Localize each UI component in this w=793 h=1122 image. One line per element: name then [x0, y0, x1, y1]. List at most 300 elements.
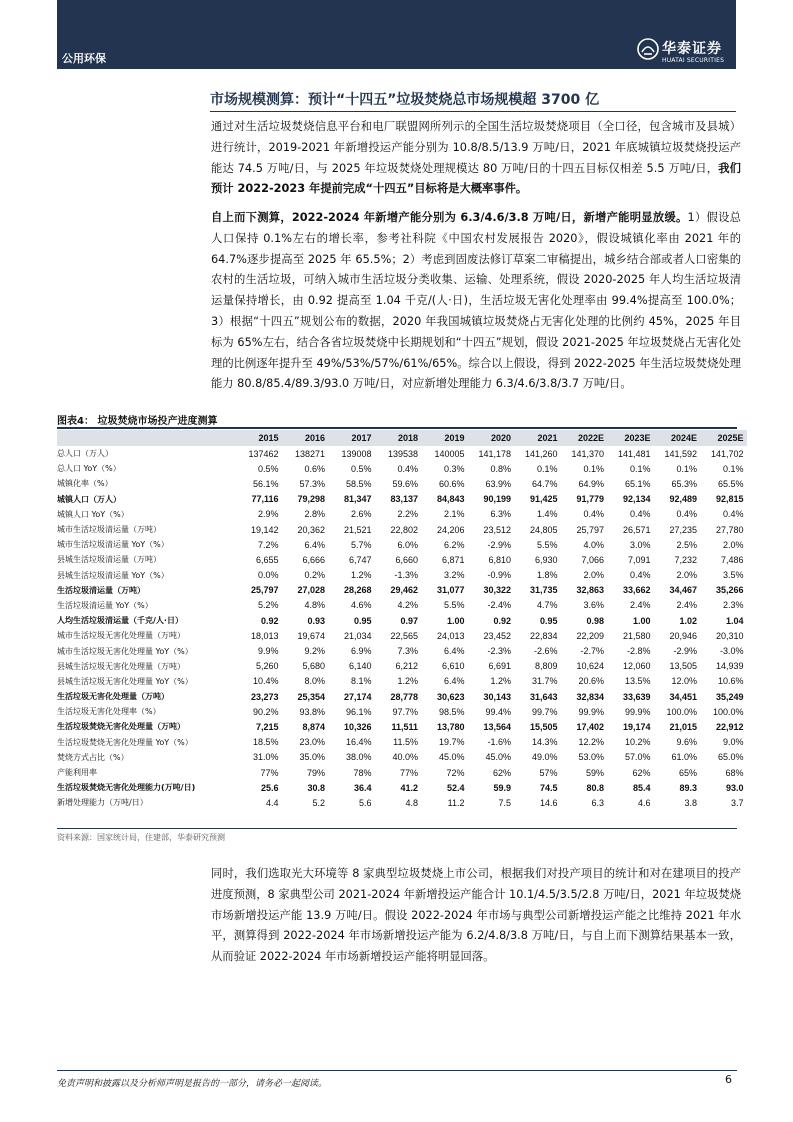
- table-cell: 60.6%: [438, 478, 465, 489]
- table-header-cell: 2024E: [654, 430, 701, 446]
- table-cell: 7.2%: [257, 539, 279, 550]
- table-cell: 6.4%: [304, 539, 325, 550]
- figure-title: 图表4： 垃圾焚烧市场投产进度测算: [57, 416, 218, 427]
- table-cell: 10,326: [343, 721, 372, 732]
- table-cell: 7,486: [720, 554, 744, 565]
- table-cell: 74.5: [539, 782, 558, 793]
- table-cell: 98.5%: [438, 706, 465, 717]
- table-cell: 1.04: [725, 615, 744, 626]
- row-label: 产能利用率: [57, 768, 97, 778]
- paragraph-3: 同时，我们选取光大环境等 8 家典型垃圾焚烧上市公司，根据我们对投产项目的统计和对在建项目的投产进度预测，8 家典型公司 2021-2024 年新增投运产能合计 10.1/4.5/3.5/2.8 万吨/日，2021 年垃圾焚烧市场新增投运产能 13.9 万吨/日。假设 2022-2024 年市场与典型公司新增投运产能之比维持 2021 年水平，测算得到 2022-2024 年市场新增投运产能为 6.2/4.8/3.8 万吨/日，与自上而下测算结果基本一致，从而验证 2022-2024 年市场新增投运产能将明显回落。: [211, 867, 741, 964]
- table-cell: 58.5%: [345, 478, 372, 489]
- table-bottom-rule: [57, 828, 737, 829]
- table-cell: 0.4%: [722, 509, 744, 520]
- table-cell: -0.9%: [487, 570, 511, 581]
- table-cell: 7,091: [627, 554, 651, 565]
- table-cell: 28,778: [390, 691, 418, 702]
- paragraph-2: [211, 208, 741, 395]
- table-row: [57, 446, 747, 461]
- table-cell: 5,260: [255, 661, 279, 672]
- table-cell: 2.2%: [397, 509, 418, 520]
- table-cell: -2.9%: [673, 646, 697, 657]
- row-label: 城市生活垃圾无害化处理量（万吨）: [57, 631, 185, 641]
- table-cell: 0.8%: [490, 463, 511, 474]
- row-label: 县城生活垃圾清运量（万吨）: [57, 555, 161, 565]
- table-cell: 0.2%: [304, 570, 325, 581]
- table-cell: 11,511: [391, 721, 418, 732]
- table-cell: 21,015: [669, 721, 697, 732]
- table-cell: 12.0%: [671, 676, 697, 687]
- table-cell: 9.9%: [257, 646, 279, 657]
- table-cell: 4.8: [405, 797, 418, 808]
- table-cell: 14,939: [715, 661, 744, 672]
- table-cell: 31.7%: [531, 676, 558, 687]
- table-cell: 0.95: [353, 615, 372, 626]
- row-label: 城市生活垃圾无害化处理量 YoY（%）: [57, 646, 193, 656]
- paragraph-1: [211, 117, 741, 200]
- table-cell: 0.6%: [304, 463, 325, 474]
- table-cell: 91,425: [529, 494, 558, 505]
- title-divider: [210, 111, 736, 112]
- table-cell: 53.0%: [578, 752, 604, 763]
- table-cell: 0.1%: [536, 463, 558, 474]
- row-label: 人均生活垃圾清运量（千克/人·日）: [57, 616, 183, 626]
- table-cell: 27,235: [669, 524, 697, 535]
- table-cell: 0.92: [493, 615, 511, 626]
- table-cell: 13,780: [436, 721, 465, 732]
- table-cell: 3.2%: [443, 570, 465, 581]
- table-cell: 11.5%: [393, 737, 418, 748]
- table-cell: 0.97: [400, 615, 418, 626]
- table-cell: 0.95: [539, 615, 558, 626]
- table-cell: 23.0%: [299, 737, 325, 748]
- table-cell: 45.0%: [485, 752, 511, 763]
- table-row: [57, 643, 747, 658]
- table-header-cell: 2023E: [607, 430, 654, 446]
- table-cell: 6,810: [488, 554, 511, 565]
- table-cell: 32,863: [576, 585, 604, 596]
- row-label: 焚烧方式占比（%）: [57, 752, 129, 762]
- table-cell: 31.0%: [252, 752, 279, 763]
- table-row: [57, 750, 747, 765]
- table-cell: 0.1%: [676, 463, 697, 474]
- table-cell: 93.8%: [299, 706, 325, 717]
- table-cell: 92,489: [669, 494, 697, 505]
- table-cell: 26,571: [622, 524, 651, 535]
- table-cell: 4.0%: [583, 539, 604, 550]
- table-cell: 25.6: [260, 782, 279, 793]
- table-row: [57, 492, 747, 507]
- header-band: [57, 0, 736, 69]
- table-cell: 7,215: [255, 721, 279, 732]
- table-cell: 64.7%: [531, 478, 558, 489]
- table-cell: 137462: [248, 448, 279, 459]
- table-cell: 0.4%: [397, 463, 418, 474]
- table-cell: 25,797: [576, 524, 604, 535]
- table-cell: 6,660: [395, 554, 418, 565]
- table-cell: 3.5%: [722, 570, 744, 581]
- table-cell: 1.00: [446, 615, 465, 626]
- table-cell: 16.4%: [345, 737, 372, 748]
- table-cell: 34,451: [669, 691, 697, 702]
- row-label: 城镇人口 YoY（%）: [57, 509, 129, 519]
- table-cell: -3.0%: [719, 646, 744, 657]
- table-cell: 6,666: [302, 554, 325, 565]
- table-cell: 141,260: [524, 448, 558, 459]
- table-cell: 49.0%: [531, 752, 558, 763]
- table-cell: 0.4%: [583, 509, 604, 520]
- paragraph-2-text: 1）假设总人口保持 0.1%左右的增长率，参考社科院《中国农村发展报告 2020》，假设城镇化率由 2021 年的 64.7%逐步提高至 2025 年 65.5%；2）考虑到固废法修订草案二审稿提出，城乡结合部或者人口密集的农村的生活垃圾，可纳入城市生活垃圾分类收集、运输、处理系统，假设 2020-2025 年人均生活垃圾清运量保持增长，由 0.92 提高至 1.04 千克/(人·日)，生活垃圾无害化处理率由 99.4%提高至 100.0%；3）根据“十四五”规划公布的数据，2020 年我国城镇垃圾焚烧占无害化处理的比例约 45%，2025 年目标为 65%左右，结合各省垃圾焚烧中长期规划和“十四五”规划，假设 2021-2025 年垃圾焚烧占无害化处理的比例逐年提升至 49%/53%/57%/61%/65%。综合以上假设，得到 2022-2025 年生活垃圾焚烧处理能力 80.8/85.4/89.3/93.0 万吨/日，对应新增处理能力 6.3/4.6/3.8/3.7 万吨/日。: [211, 211, 741, 391]
- table-cell: 1.2%: [397, 676, 418, 687]
- table-cell: 30,623: [436, 691, 465, 702]
- figure-divider: [57, 427, 737, 429]
- table-row: [57, 552, 747, 567]
- table-cell: 57.0%: [624, 752, 651, 763]
- table-cell: 84,843: [436, 494, 465, 505]
- table-cell: 6.2%: [443, 539, 465, 550]
- table-cell: 33,662: [622, 585, 651, 596]
- table-cell: 15,505: [529, 721, 558, 732]
- table-cell: 81,347: [343, 494, 372, 505]
- table-row: [57, 765, 747, 780]
- row-label: 城市生活垃圾清运量 YoY（%）: [57, 540, 169, 550]
- table-cell: 23,512: [483, 524, 511, 535]
- logo-text-en: HUATAI SECURITIES: [662, 57, 725, 64]
- table-row: [57, 568, 747, 583]
- table-cell: 0.1%: [722, 463, 744, 474]
- table-cell: 64.9%: [578, 478, 604, 489]
- table-cell: 65.3%: [671, 478, 697, 489]
- table-cell: 52.4: [446, 782, 465, 793]
- table-row: [57, 674, 747, 689]
- table-cell: 3.8: [684, 797, 697, 808]
- table-cell: 23,273: [250, 691, 279, 702]
- table-cell: 0.3%: [443, 463, 465, 474]
- table-cell: 24,206: [436, 524, 465, 535]
- page-number: 6: [725, 1073, 732, 1086]
- table-cell: 5.2%: [257, 600, 279, 611]
- brand-logo: [637, 38, 733, 66]
- table-cell: 11.2: [447, 797, 465, 808]
- table-cell: 80.8: [586, 782, 604, 793]
- table-header-cell: 2016: [282, 430, 329, 446]
- table-cell: 22,209: [576, 630, 604, 641]
- table-cell: 138271: [294, 448, 325, 459]
- table-header-cell: 2020: [468, 430, 515, 446]
- table-cell: 31,643: [529, 691, 558, 702]
- table-cell: 6.4%: [443, 676, 465, 687]
- table-cell: 22,834: [529, 630, 558, 641]
- table-cell: 2.8%: [304, 509, 325, 520]
- table-cell: 3.6%: [583, 600, 604, 611]
- table-cell: 100.0%: [666, 706, 697, 717]
- table-cell: 2.3%: [722, 600, 744, 611]
- table-cell: 12,060: [622, 661, 651, 672]
- table-body: [57, 446, 747, 811]
- table-cell: 23,452: [483, 630, 511, 641]
- logo-text-cn: 华泰证券: [662, 41, 722, 57]
- table-cell: 19.7%: [438, 737, 465, 748]
- footer-disclaimer: 免责声明和披露以及分析师声明是报告的一部分，请务必一起阅读。: [57, 1079, 328, 1089]
- table-cell: 99.4%: [485, 706, 511, 717]
- table-cell: 28,268: [343, 585, 372, 596]
- table-cell: 99.9%: [624, 706, 651, 717]
- table-cell: 79,298: [297, 494, 325, 505]
- footer-divider: [57, 1070, 737, 1071]
- table-cell: 78%: [353, 767, 372, 778]
- table-cell: 30,322: [483, 585, 511, 596]
- row-label: 生活垃圾无害化处理量（万吨）: [57, 692, 169, 702]
- table-row: [57, 507, 747, 522]
- table-row: [57, 719, 747, 734]
- table-cell: 24,013: [436, 630, 465, 641]
- table-header-cell: 2022E: [561, 430, 608, 446]
- row-label: 生活垃圾焚烧无害化处理量（万吨）: [57, 722, 185, 732]
- table-cell: 0.5%: [350, 463, 372, 474]
- table-cell: 6,747: [348, 554, 372, 565]
- table-cell: 57.3%: [299, 478, 325, 489]
- table-cell: 6.3: [591, 797, 604, 808]
- table-cell: 20,362: [297, 524, 325, 535]
- table-cell: 2.9%: [257, 509, 279, 520]
- table-cell: 1.00: [632, 615, 651, 626]
- table-cell: 25,354: [297, 691, 325, 702]
- table-cell: 27,174: [343, 691, 372, 702]
- row-label: 总人口（万人）: [57, 449, 113, 459]
- table-cell: 7,232: [674, 554, 697, 565]
- table-cell: 3.7: [730, 797, 744, 808]
- table-cell: 34,467: [669, 585, 697, 596]
- table-cell: 6.0%: [397, 539, 418, 550]
- row-label: 生活垃圾焚烧无害化处理能力(万吨/日): [57, 783, 196, 793]
- table-cell: 100.0%: [712, 706, 744, 717]
- table-cell: 10.6%: [717, 676, 744, 687]
- table-cell: 59.6%: [392, 478, 418, 489]
- table-cell: 32,834: [576, 691, 604, 702]
- table-cell: 33,639: [622, 691, 651, 702]
- table-cell: 0.4%: [629, 570, 651, 581]
- table-cell: -2.6%: [533, 646, 558, 657]
- table-cell: 90,199: [483, 494, 511, 505]
- table-cell: 36.4: [353, 782, 372, 793]
- table-cell: 1.2%: [350, 570, 372, 581]
- table-cell: -2.9%: [487, 539, 511, 550]
- table-cell: 7.5: [498, 797, 511, 808]
- table-header-cell: 2021: [514, 430, 561, 446]
- table-cell: 9.0%: [722, 737, 744, 748]
- table-cell: 0.98: [586, 615, 604, 626]
- paragraph-1-bold: 我们预计 2022-2023 年提前完成“十四五”目标将是大概率事件。: [211, 161, 741, 196]
- table-cell: 19,174: [622, 721, 651, 732]
- table-cell: 10.4%: [252, 676, 279, 687]
- table-cell: 56.1%: [252, 478, 279, 489]
- table-cell: 22,912: [715, 721, 744, 732]
- table-cell: 77,116: [251, 494, 279, 505]
- table-cell: 83,137: [390, 494, 418, 505]
- table-cell: -1.6%: [487, 737, 511, 748]
- table-cell: 6,212: [395, 661, 418, 672]
- table-cell: 6,930: [534, 554, 558, 565]
- paragraph-2-bold: 自上而下测算，2022-2024 年新增产能分别为 6.3/4.6/3.8 万吨/日，新增产能明显放缓。: [211, 211, 688, 224]
- logo-mark-icon: [637, 38, 659, 60]
- table-cell: 141,370: [571, 448, 604, 459]
- table-cell: 4.6%: [350, 600, 372, 611]
- table-row: [57, 628, 747, 643]
- table-cell: 97.7%: [392, 706, 418, 717]
- table-cell: 62%: [632, 767, 651, 778]
- table-cell: 9.6%: [676, 737, 697, 748]
- table-cell: 8,874: [302, 721, 325, 732]
- table-cell: -2.7%: [580, 646, 604, 657]
- table-cell: 10,624: [576, 661, 604, 672]
- table-row: [57, 461, 747, 476]
- table-cell: 79%: [306, 767, 325, 778]
- table-cell: 7.3%: [397, 646, 418, 657]
- table-cell: 5,680: [302, 661, 325, 672]
- table-cell: 20,946: [669, 630, 697, 641]
- table-header-cell: 2015: [235, 430, 282, 446]
- table-cell: 8.1%: [350, 676, 372, 687]
- table-cell: 6.3%: [490, 509, 511, 520]
- table-cell: 13.5%: [624, 676, 651, 687]
- table-cell: 4.2%: [397, 600, 418, 611]
- table-cell: 139008: [341, 448, 372, 459]
- table-cell: 63.9%: [485, 478, 511, 489]
- table-cell: 92,134: [622, 494, 651, 505]
- table-cell: 0.1%: [583, 463, 604, 474]
- paragraph-1-text: 通过对生活垃圾焚烧信息平台和电厂联盟网所列示的全国生活垃圾焚烧项目（全口径，包含城市及县城）进行统计，2019-2021 年新增投运产能分别为 10.8/8.5/13.9 万吨/日，2021 年底城镇垃圾焚烧投运产能达 74.5 万吨/日，与 2025 年垃圾焚烧处理规模达 80 万吨/日的十四五目标仅相差 5.5 万吨/日，: [211, 120, 741, 175]
- table-cell: 4.7%: [536, 600, 558, 611]
- table-cell: 40.0%: [392, 752, 418, 763]
- table-cell: -2.8%: [626, 646, 651, 657]
- table-cell: 31,077: [436, 585, 465, 596]
- table-cell: 99.9%: [578, 706, 604, 717]
- row-label: 生活垃圾清运量（万吨）: [57, 585, 145, 595]
- table-cell: 1.8%: [536, 570, 558, 581]
- table-cell: -2.3%: [487, 646, 511, 657]
- row-label: 县城生活垃圾清运量 YoY（%）: [57, 570, 169, 580]
- table-header-cell: 2019: [421, 430, 468, 446]
- table-header-label: [57, 430, 235, 446]
- table-cell: 10.2%: [624, 737, 651, 748]
- table-cell: 65.0%: [717, 752, 744, 763]
- row-label: 县城生活垃圾无害化处理量（万吨）: [57, 661, 185, 671]
- table-cell: 90.2%: [252, 706, 279, 717]
- table-cell: -1.3%: [394, 570, 418, 581]
- table-cell: 5.7%: [350, 539, 372, 550]
- table-cell: 19,142: [250, 524, 279, 535]
- table-cell: 14.6: [539, 797, 558, 808]
- table-row: [57, 583, 747, 598]
- table-cell: 2.0%: [583, 570, 604, 581]
- table-cell: 141,702: [710, 448, 744, 459]
- table-cell: 91,779: [576, 494, 604, 505]
- table-cell: 93.0: [725, 782, 744, 793]
- table-cell: 2.6%: [350, 509, 372, 520]
- data-table: [57, 430, 747, 811]
- table-cell: 68%: [725, 767, 744, 778]
- table-cell: 65.5%: [717, 478, 744, 489]
- table-cell: 27,780: [715, 524, 744, 535]
- table-row: [57, 780, 747, 795]
- table-cell: 0.0%: [257, 570, 279, 581]
- table-header-cell: 2018: [375, 430, 422, 446]
- table-cell: 6,140: [348, 661, 372, 672]
- row-label: 总人口 YoY（%）: [57, 464, 121, 474]
- table-cell: 59.9: [493, 782, 511, 793]
- table-cell: 18.5%: [252, 737, 279, 748]
- table-row: [57, 613, 747, 628]
- table-cell: 99.7%: [531, 706, 558, 717]
- table-cell: 20,310: [715, 630, 744, 641]
- table-row: [57, 522, 747, 537]
- table-cell: 2.4%: [629, 600, 651, 611]
- table-cell: 0.4%: [629, 509, 651, 520]
- table-cell: 1.02: [679, 615, 697, 626]
- table-cell: 0.4%: [676, 509, 697, 520]
- table-cell: 141,178: [478, 448, 511, 459]
- row-label: 新增处理能力（万吨/日）: [57, 798, 148, 808]
- table-cell: 139538: [387, 448, 418, 459]
- table-cell: 12.2%: [578, 737, 604, 748]
- table-cell: 7,066: [581, 554, 604, 565]
- table-cell: 18,013: [250, 630, 279, 641]
- table-header-row: [57, 430, 747, 446]
- table-cell: 0.92: [260, 615, 279, 626]
- table-cell: 5.6: [358, 797, 372, 808]
- table-cell: 17,402: [576, 721, 604, 732]
- row-label: 生活垃圾无害化处理率（%）: [57, 707, 161, 717]
- table-row: [57, 659, 747, 674]
- table-header-cell: 2025E: [700, 430, 747, 446]
- table-cell: 20.6%: [578, 676, 604, 687]
- table-cell: 38.0%: [345, 752, 372, 763]
- row-label: 生活垃圾清运量 YoY（%）: [57, 600, 153, 610]
- table-cell: 30.8: [307, 782, 325, 793]
- table-cell: 57%: [539, 767, 558, 778]
- table-row: [57, 689, 747, 704]
- table-cell: 65%: [678, 767, 697, 778]
- table-cell: 35.0%: [299, 752, 325, 763]
- table-cell: 6,610: [441, 661, 465, 672]
- table-cell: 6.4%: [443, 646, 465, 657]
- table-cell: 21,580: [622, 630, 651, 641]
- table-row: [57, 598, 747, 613]
- table-cell: 0.93: [307, 615, 325, 626]
- table-cell: 65.1%: [624, 478, 651, 489]
- table-cell: 141,592: [664, 448, 697, 459]
- row-label: 生活垃圾焚烧无害化处理量 YoY（%）: [57, 737, 193, 747]
- table-cell: 6,655: [255, 554, 279, 565]
- table-row: [57, 537, 747, 552]
- table-cell: 35,266: [715, 585, 744, 596]
- table-cell: 29,462: [390, 585, 418, 596]
- table-cell: 140005: [434, 448, 465, 459]
- table-cell: 41.2: [400, 782, 418, 793]
- table-cell: 0.1%: [629, 463, 651, 474]
- table-cell: 8,809: [534, 661, 558, 672]
- table-cell: 85.4: [632, 782, 651, 793]
- table-cell: 22,802: [390, 524, 418, 535]
- table-cell: 14.3%: [531, 737, 558, 748]
- table-cell: 2.5%: [676, 539, 697, 550]
- table-cell: 19,674: [297, 630, 325, 641]
- table-cell: 24,805: [529, 524, 558, 535]
- table-row: [57, 476, 747, 491]
- table-cell: 72%: [446, 767, 465, 778]
- table-row: [57, 735, 747, 750]
- table-cell: 77%: [399, 767, 418, 778]
